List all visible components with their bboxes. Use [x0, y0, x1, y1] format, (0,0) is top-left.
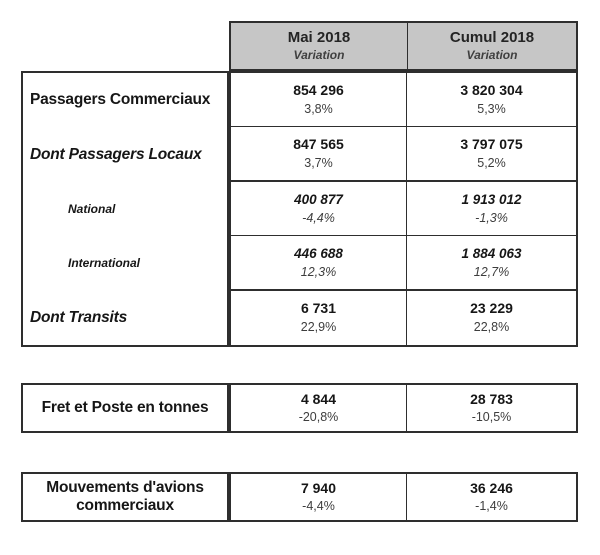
- cell-dont-transits-mai: [231, 291, 406, 345]
- variation-subheader: Variation: [293, 48, 345, 62]
- row-label-text: Passagers Commerciaux: [30, 91, 211, 109]
- value: 3 820 304: [460, 82, 523, 99]
- main-table-data: [229, 71, 578, 347]
- row-label-text-line1: Mouvements d'avions: [46, 479, 204, 496]
- variation: 3,8%: [304, 102, 333, 117]
- row-label-dont-passagers-locaux: [23, 127, 227, 181]
- mouvements-row-label: [21, 472, 229, 522]
- row-label-passagers-commerciaux: [23, 73, 227, 127]
- variation: -20,8%: [298, 410, 339, 424]
- value: 3 797 075: [460, 136, 523, 153]
- column-title: Mai 2018: [287, 29, 351, 46]
- variation: 22,9%: [300, 320, 337, 335]
- variation: 5,2%: [477, 156, 506, 171]
- row-label-national: [23, 182, 227, 236]
- cell-international-cumul: [406, 236, 576, 290]
- variation: -10,5%: [471, 410, 512, 424]
- cell-dont-passagers-locaux-mai: [231, 127, 406, 181]
- cell-international-mai: [231, 236, 406, 290]
- variation-subheader: Variation: [466, 48, 518, 62]
- fret-row-label: [21, 383, 229, 433]
- row-label-international: [23, 236, 227, 290]
- variation: 12,7%: [473, 264, 510, 279]
- value: 400 877: [294, 191, 343, 207]
- value: 1 913 012: [461, 191, 522, 207]
- value: 4 844: [300, 391, 337, 407]
- variation: 12,3%: [300, 264, 337, 279]
- row-label-text: Dont Passagers Locaux: [30, 145, 202, 163]
- cell-fret-cumul: [406, 385, 576, 431]
- variation: 5,3%: [477, 102, 506, 117]
- cell-dont-transits-cumul: [406, 291, 576, 345]
- value: 7 940: [300, 480, 337, 496]
- value: 847 565: [293, 136, 344, 153]
- row-label-text-line2: commerciaux: [76, 497, 174, 514]
- cell-fret-mai: [231, 385, 406, 431]
- value: 1 884 063: [461, 245, 522, 261]
- main-table-header: [229, 21, 578, 71]
- row-label-text: National: [68, 201, 116, 216]
- row-label-text: Dont Transits: [30, 308, 128, 326]
- column-header-cumul-2018: [407, 23, 576, 69]
- column-title: Cumul 2018: [449, 29, 535, 46]
- column-header-mai-2018: [231, 23, 407, 69]
- value: 854 296: [293, 82, 344, 99]
- cell-national-cumul: [406, 182, 576, 236]
- cell-passagers-commerciaux-mai: [231, 73, 406, 127]
- mouvements-table-data: [229, 472, 578, 522]
- value: 36 246: [470, 480, 513, 496]
- variation: -4,4%: [302, 210, 335, 225]
- cell-mouvements-mai: [231, 474, 406, 520]
- variation: -4,4%: [302, 499, 335, 513]
- value: 446 688: [294, 245, 343, 261]
- cell-national-mai: [231, 182, 406, 236]
- cell-mouvements-cumul: [406, 474, 576, 520]
- value: 6 731: [300, 300, 337, 317]
- row-label-text: Fret et Poste en tonnes: [41, 399, 209, 416]
- variation: -1,4%: [475, 499, 508, 513]
- row-label-text: International: [68, 256, 141, 271]
- fret-table-data: [229, 383, 578, 433]
- row-label-dont-transits: [23, 291, 227, 345]
- variation: 3,7%: [304, 156, 333, 171]
- cell-passagers-commerciaux-cumul: [406, 73, 576, 127]
- variation: -1,3%: [475, 210, 508, 225]
- variation: 22,8%: [473, 320, 510, 335]
- main-table-row-labels: [21, 71, 229, 347]
- cell-dont-passagers-locaux-cumul: [406, 127, 576, 181]
- value: 23 229: [470, 300, 513, 317]
- value: 28 783: [470, 391, 513, 407]
